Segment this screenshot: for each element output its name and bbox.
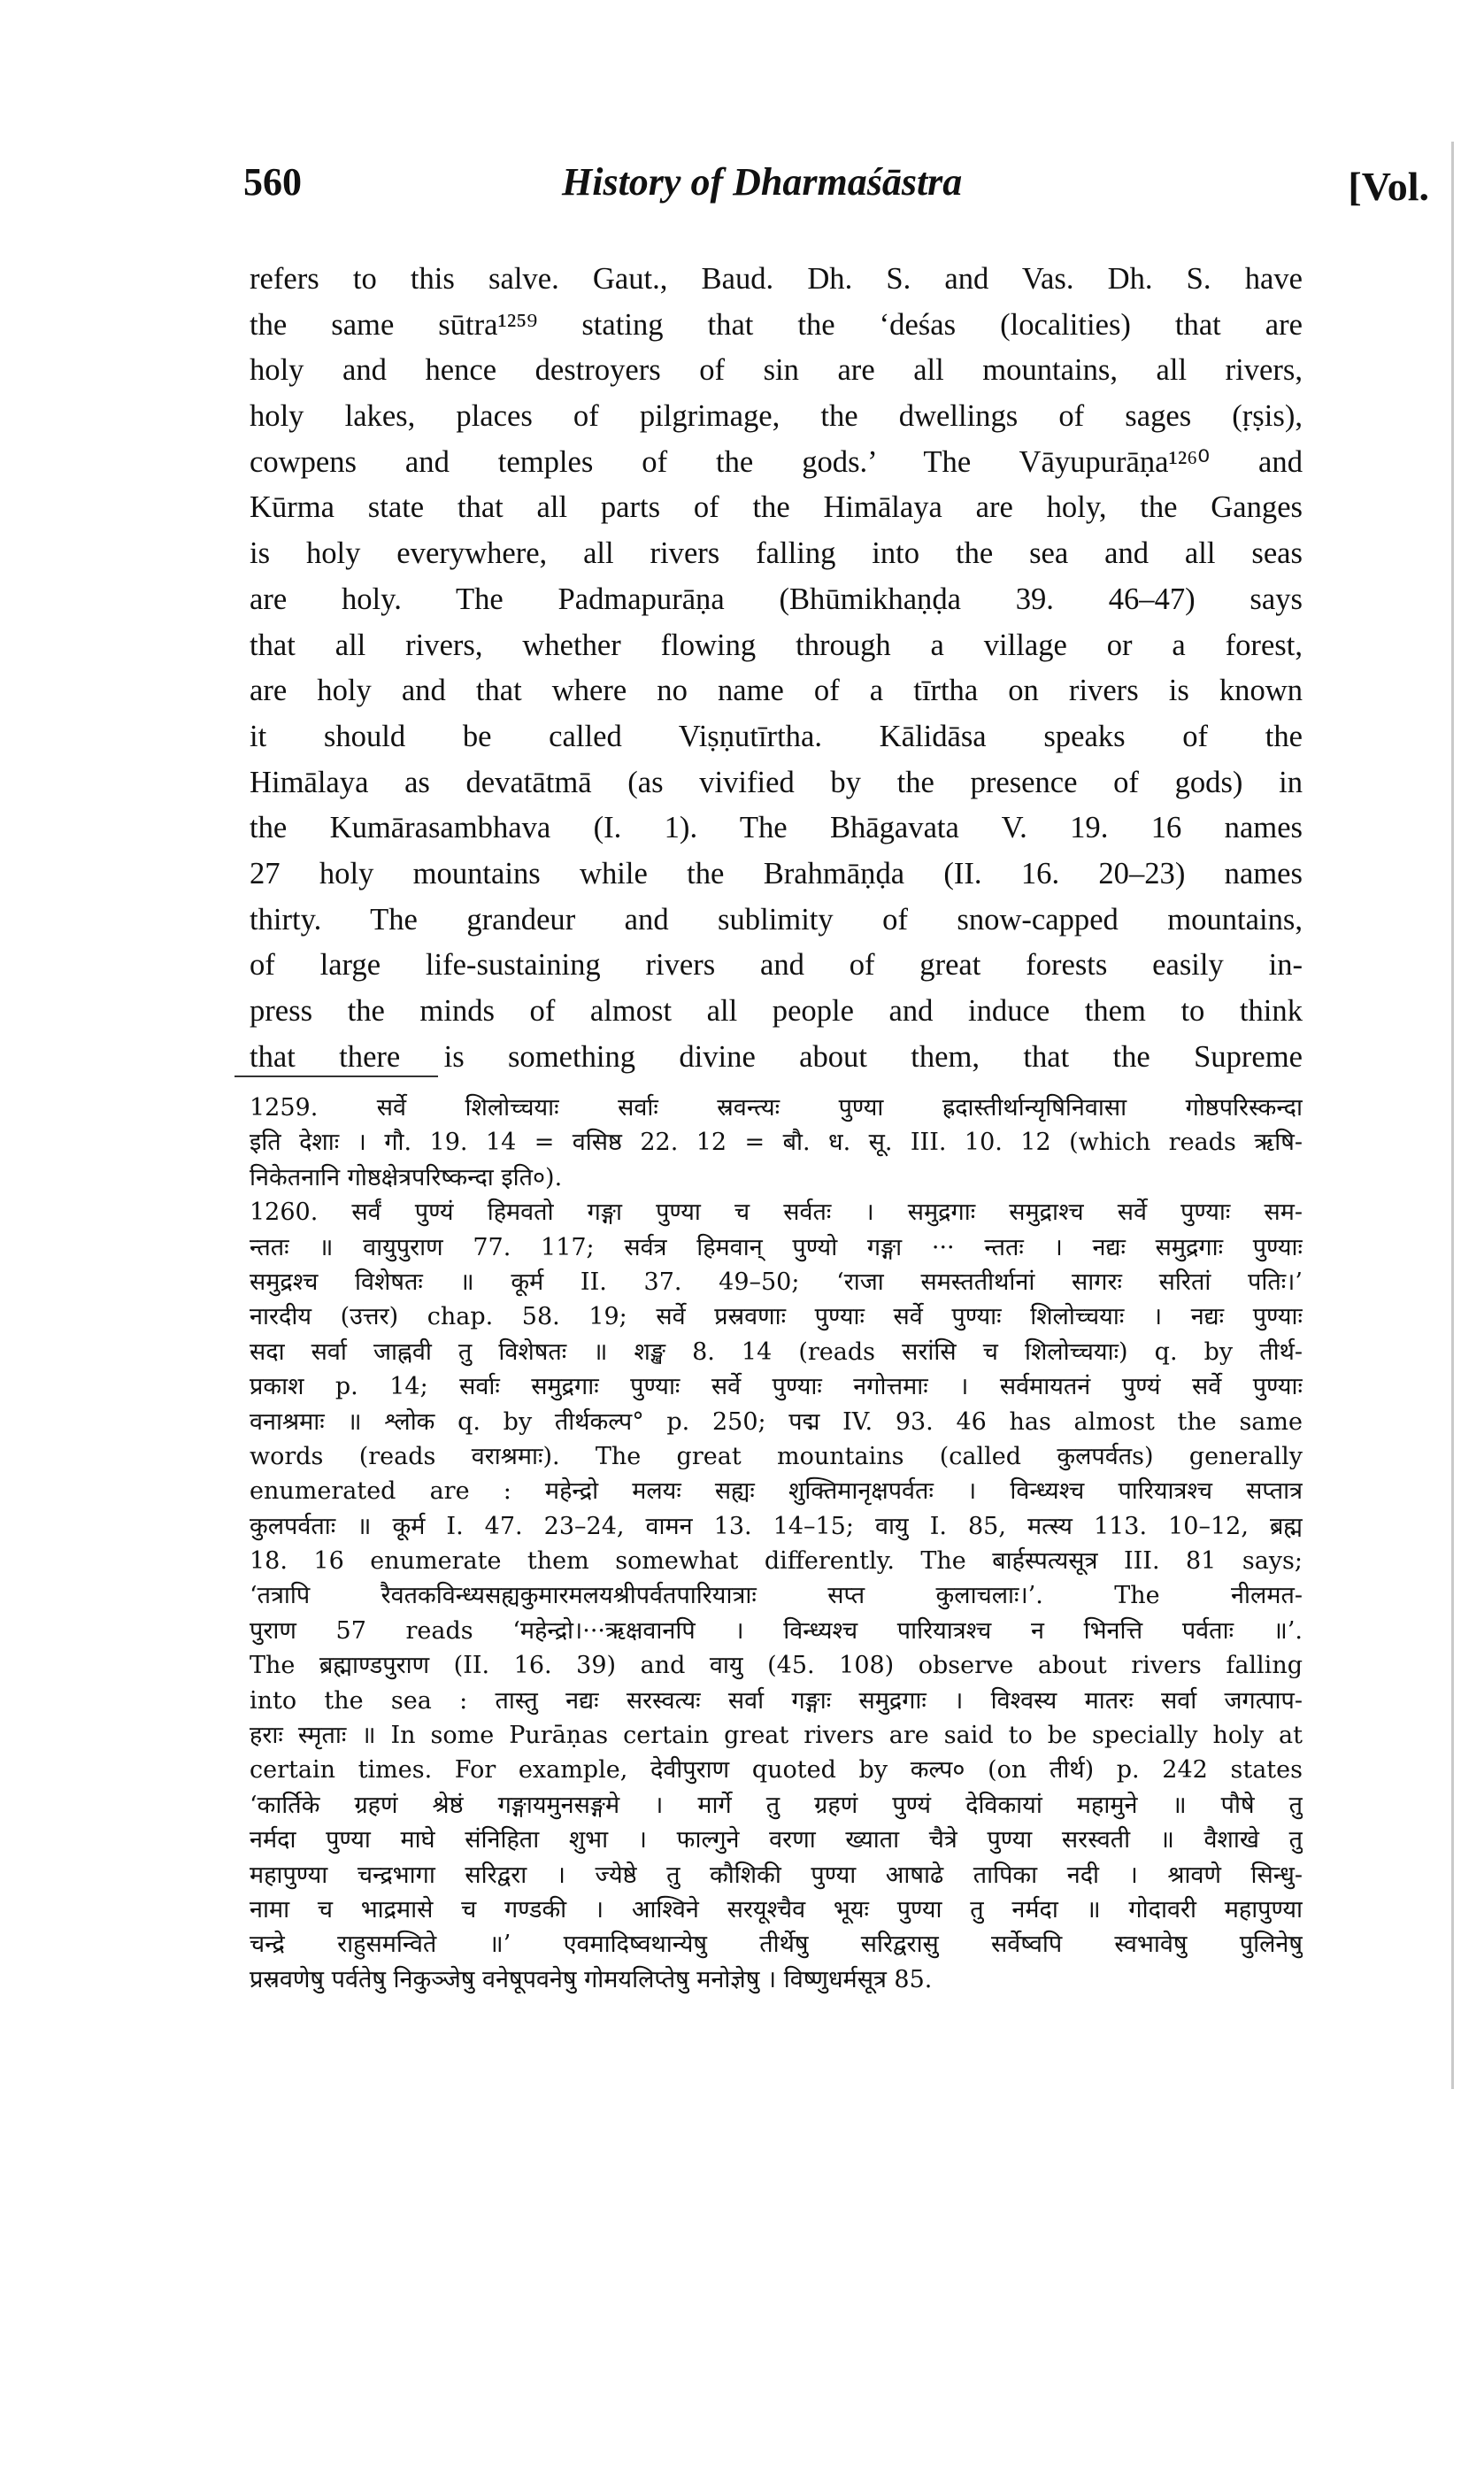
text-line: Himālaya as devatātmā (as vivified by the presence of gods) in	[250, 765, 1303, 799]
footnote-line: into the sea : तास्तु नद्यः सरस्वत्यः सर्वा गङ्गाः समुद्रगाः । विश्वस्य मातरः सर्वा जगत्पाप-	[250, 1686, 1303, 1715]
footnote-line: कुलपर्वताः ॥ कूर्म I. 47. 23–24, वामन 13. 14–15; वायु I. 85, मत्स्य 113. 10–12, ब्रह्म	[250, 1512, 1303, 1540]
footnote-line: नामा च भाद्रमासे च गण्डकी । आश्विने सरयूश्चैव भूयः पुण्या तु नर्मदा ॥ गोदावरी महापुण्या	[250, 1895, 1303, 1923]
text-line: cowpens and temples of the gods.’ The Vāyupurāṇa¹²⁶⁰ and	[250, 444, 1303, 479]
footnote-line: निकेतनानि गोष्ठक्षेत्रपरिष्कन्दा इति०).	[250, 1163, 563, 1191]
footnote-line: महापुण्या चन्द्रभागा सरिद्वरा । ज्येष्ठे तु कौशिकी पुण्या आषाढे तापिका नदी । श्रावणे सिन्धु-	[250, 1861, 1303, 1889]
footnote-line: प्रस्रवणेषु पर्वतेषु निकुञ्जेषु वनेषूपवनेषु गोमयलिप्तेषु मनोज्ञेषु । विष्णुधर्मसूत्र 85.	[250, 1965, 933, 1993]
text-line: are holy and that where no name of a tīrtha on rivers is known	[250, 674, 1303, 708]
text-line: press the minds of almost all people and induce them to think	[250, 994, 1303, 1028]
footnote-line: सदा सर्वा जाह्नवी तु विशेषतः ॥ शङ्ख 8. 14 (reads सरांसि च शिलोच्चयाः) q. by तीर्थ-	[250, 1338, 1303, 1366]
text-line: of large life-sustaining rivers and of great forests easily in-	[250, 948, 1303, 983]
running-header	[243, 159, 1429, 212]
footnote-line: पुराण 57 reads ‘महेन्द्रो।···ऋक्षवानपि । विन्ध्यश्च पारियात्रश्च न भिनत्ति पर्वताः ॥’.	[250, 1616, 1303, 1645]
page-edge-line	[1451, 142, 1454, 2089]
running-title: History of Dharmaśāstra	[562, 160, 963, 204]
footnote-line: वनाश्रमाः ॥ श्लोक q. by तीर्थकल्प° p. 250; पद्म IV. 93. 46 has almost the same	[250, 1407, 1303, 1436]
text-line: Kūrma state that all parts of the Himālaya are holy, the Ganges	[250, 490, 1303, 525]
footnote-line: समुद्रश्च विशेषतः ॥ कूर्म II. 37. 49–50; ‘राजा समस्ततीर्थानां सागरः सरितां पतिः।’	[250, 1268, 1303, 1296]
footnote-line: न्ततः ॥ वायुपुराण 77. 117; सर्वत्र हिमवान् पुण्यो गङ्गा ··· न्ततः । नद्यः समुद्रगाः पुण्याः	[250, 1233, 1303, 1261]
footnotes	[250, 1091, 1303, 1997]
footnote-line: enumerated are : महेन्द्रो मलयः सह्यः शुक्तिमानृक्षपर्वतः । विन्ध्यश्च पारियात्रश्च सप्तात्र	[250, 1477, 1303, 1506]
text-line: are holy. The Padmapurāṇa (Bhūmikhaṇḍa 39. 46–47) says	[250, 582, 1303, 616]
footnote-line: हराः स्मृताः ॥ In some Purāṇas certain great rivers are said to be specially holy at	[250, 1722, 1303, 1750]
footnote-line: 1260. सर्वं पुण्यं हिमवतो गङ्गा पुण्या च सर्वतः । समुद्रगाः समुद्राश्च सर्वे पुण्याः सम-	[250, 1199, 1303, 1227]
footnote-line: ‘कार्तिके ग्रहणं श्रेष्ठं गङ्गायमुनसङ्गमे । मार्गे तु ग्रहणं पुण्यं देविकायां महामुने ॥ पौषे तु	[250, 1791, 1303, 1819]
text-line: is holy everywhere, all rivers falling into the sea and all seas	[250, 536, 1303, 571]
footnote-line: certain times. For example, देवीपुराण quoted by कल्प० (on तीर्थ) p. 242 states	[250, 1756, 1303, 1785]
text-line: it should be called Viṣṇutīrtha. Kālidāsa speaks of the	[250, 719, 1303, 753]
text-line: the Kumārasambhava (I. 1). The Bhāgavata V. 19. 16 names	[250, 811, 1303, 845]
text-line: the same sūtra¹²⁵⁹ stating that the ‘deśas (localities) that are	[250, 307, 1303, 342]
footnote-rule	[235, 1075, 438, 1077]
text-line: refers to this salve. Gaut., Baud. Dh. S. and Vas. Dh. S. have	[250, 262, 1303, 296]
footnote-line: 1259. सर्वे शिलोच्चयाः सर्वाः स्रवन्त्यः पुण्या ह्रदास्तीर्थान्यृषिनिवासा गोष्ठपरिस्कन्दा	[250, 1094, 1303, 1122]
text-line: that there is something divine about them, that the Supreme	[250, 1039, 1303, 1074]
footnote-line: चन्द्रे राहुसमन्विते ॥’ एवमादिष्वथान्येषु तीर्थेषु सरिद्वरासु सर्वेष्वपि स्वभावेषु पुलिनेषु	[250, 1931, 1303, 1959]
page-number: 560	[243, 160, 302, 204]
volume-label: [Vol.	[1348, 164, 1429, 209]
text-line: thirty. The grandeur and sublimity of snow-capped mountains,	[250, 902, 1303, 937]
footnote-line: The ब्रह्माण्डपुराण (II. 16. 39) and वायु (45. 108) observe about rivers falling	[250, 1652, 1303, 1680]
footnote-line: words (reads वराश्रमाः). The great mountains (called कुलपर्वतs) generally	[250, 1442, 1303, 1470]
footnote-line: नर्मदा पुण्या माघे संनिहिता शुभा । फाल्गुने वरणा ख्याता चैत्रे पुण्या सरस्वती ॥ वैशाखे तु	[250, 1826, 1303, 1854]
footnote-line: प्रकाश p. 14; सर्वाः समुद्रगाः पुण्याः सर्वे पुण्याः नगोत्तमाः । सर्वमायतनं पुण्यं सर्वे पुण्याः	[250, 1373, 1303, 1401]
text-line: holy and hence destroyers of sin are all mountains, all rivers,	[250, 353, 1303, 388]
main-text	[250, 257, 1303, 1080]
footnote-line: इति देशाः । गौ. 19. 14 = वसिष्ठ 22. 12 = बौ. ध. सू. III. 10. 12 (which reads ऋषि-	[250, 1129, 1303, 1157]
footnote-line: 18. 16 enumerate them somewhat differently. The बार्हस्पत्यसूत्र III. 81 says;	[250, 1547, 1303, 1576]
text-line: that all rivers, whether flowing through a village or a forest,	[250, 628, 1303, 662]
text-line: 27 holy mountains while the Brahmāṇḍa (II. 16. 20–23) names	[250, 856, 1303, 890]
footnote-line: ‘तत्रापि रैवतकविन्ध्यसह्यकुमारमलयश्रीपर्वतपारियात्राः सप्त कुलाचलाः।’. The नीलमत-	[250, 1582, 1303, 1610]
footnote-line: नारदीय (उत्तर) chap. 58. 19; सर्वे प्रस्रवणाः पुण्याः सर्वे पुण्याः शिलोच्चयाः । नद्यः पुण्याः	[250, 1303, 1303, 1331]
text-line: holy lakes, places of pilgrimage, the dwellings of sages (ṛṣis),	[250, 399, 1303, 434]
